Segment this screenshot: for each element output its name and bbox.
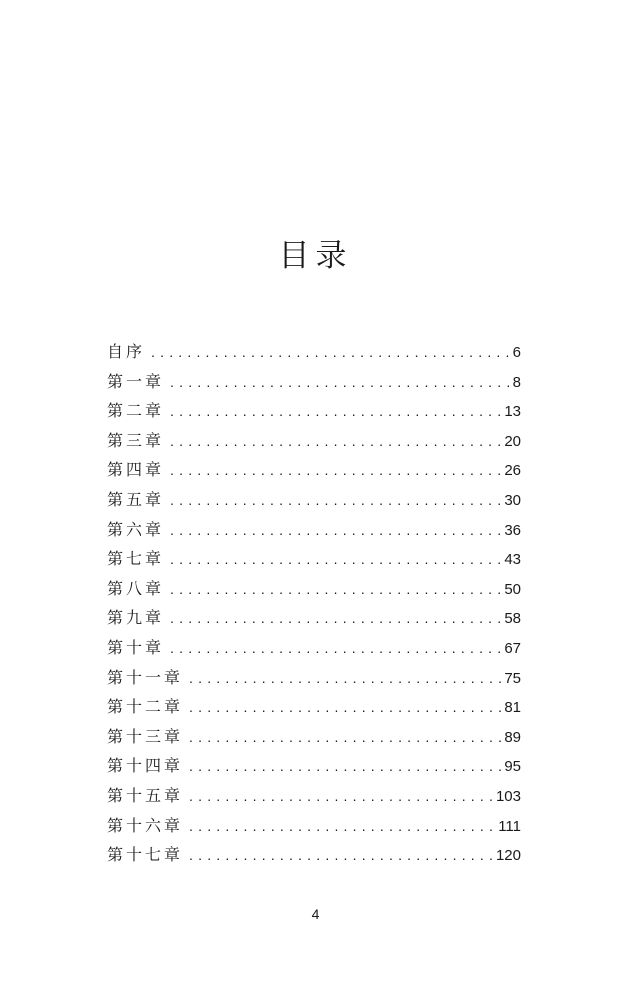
toc-list [107, 339, 521, 872]
toc-leader-dots [189, 788, 493, 804]
toc-entry[interactable] [107, 605, 521, 635]
toc-title: 目录 [278, 238, 353, 274]
toc-entry-label: 第五章 [107, 489, 165, 509]
toc-entry-label: 自序 [107, 342, 146, 361]
toc-entry[interactable] [107, 753, 521, 783]
toc-entry[interactable] [107, 724, 521, 754]
toc-entry-page: 67 [504, 639, 521, 657]
toc-entry[interactable] [107, 694, 521, 724]
toc-leader-dots [189, 699, 501, 715]
toc-entry[interactable] [107, 665, 521, 695]
toc-leader-dots [170, 522, 501, 538]
toc-entry-page: 43 [504, 551, 521, 569]
toc-leader-dots [189, 818, 495, 834]
toc-entry-page: 89 [504, 728, 521, 746]
toc-entry-label: 第三章 [107, 430, 165, 450]
toc-entry-page: 20 [504, 432, 521, 450]
toc-leader-dots [170, 610, 501, 626]
toc-leader-dots [170, 374, 510, 390]
toc-leader-dots [170, 492, 501, 508]
toc-leader-dots [170, 551, 501, 567]
toc-leader-dots [170, 433, 501, 449]
toc-entry-page: 50 [504, 580, 521, 598]
toc-entry-page: 81 [504, 699, 521, 717]
toc-entry-label: 第十二章 [107, 697, 184, 717]
page-number: 4 [311, 906, 320, 922]
toc-entry-label: 第十四章 [107, 756, 184, 776]
toc-entry-label: 第八章 [107, 578, 165, 598]
toc-entry[interactable] [107, 546, 521, 576]
toc-entry-label: 第十五章 [107, 785, 184, 805]
toc-entry[interactable] [107, 813, 521, 843]
toc-entry-label: 第十章 [107, 637, 165, 657]
toc-entry[interactable] [107, 369, 521, 399]
toc-entry-label: 第四章 [107, 460, 165, 480]
toc-entry[interactable] [107, 398, 521, 428]
toc-entry-label: 第十三章 [107, 726, 184, 746]
toc-entry-page: 58 [504, 610, 521, 628]
toc-entry-label: 第十七章 [107, 845, 184, 865]
toc-entry-label: 第九章 [107, 608, 165, 628]
toc-entry[interactable] [107, 428, 521, 458]
toc-entry[interactable] [107, 457, 521, 487]
toc-entry-page: 26 [504, 462, 521, 480]
toc-entry-page: 6 [512, 344, 521, 361]
toc-entry-label: 第一章 [107, 371, 165, 391]
toc-leader-dots [170, 462, 501, 478]
toc-entry-label: 第十一章 [107, 667, 184, 687]
toc-entry-page: 8 [512, 373, 521, 391]
toc-entry-page: 95 [504, 758, 521, 776]
toc-entry-page: 120 [495, 847, 521, 865]
toc-entry[interactable] [107, 517, 521, 547]
toc-entry-page: 75 [504, 669, 521, 687]
toc-leader-dots [151, 344, 510, 360]
toc-entry[interactable] [107, 339, 521, 369]
toc-leader-dots [170, 403, 501, 419]
toc-entry-label: 第七章 [107, 549, 165, 569]
toc-entry[interactable] [107, 576, 521, 606]
toc-leader-dots [189, 758, 501, 774]
toc-entry-page: 103 [495, 787, 521, 805]
toc-entry-label: 第六章 [107, 519, 165, 539]
toc-leader-dots [189, 670, 501, 686]
toc-entry-page: 30 [504, 491, 521, 509]
toc-entry[interactable] [107, 842, 521, 872]
toc-entry[interactable] [107, 635, 521, 665]
toc-entry-label: 第十六章 [107, 815, 184, 835]
toc-entry-page: 111 [498, 817, 521, 835]
toc-leader-dots [189, 847, 493, 863]
toc-entry-page: 36 [504, 521, 521, 539]
toc-entry-label: 第二章 [107, 401, 165, 421]
toc-entry[interactable] [107, 783, 521, 813]
toc-leader-dots [170, 640, 501, 656]
toc-entry-page: 13 [504, 403, 521, 421]
toc-leader-dots [170, 581, 501, 597]
toc-leader-dots [189, 729, 501, 745]
toc-entry[interactable] [107, 487, 521, 517]
